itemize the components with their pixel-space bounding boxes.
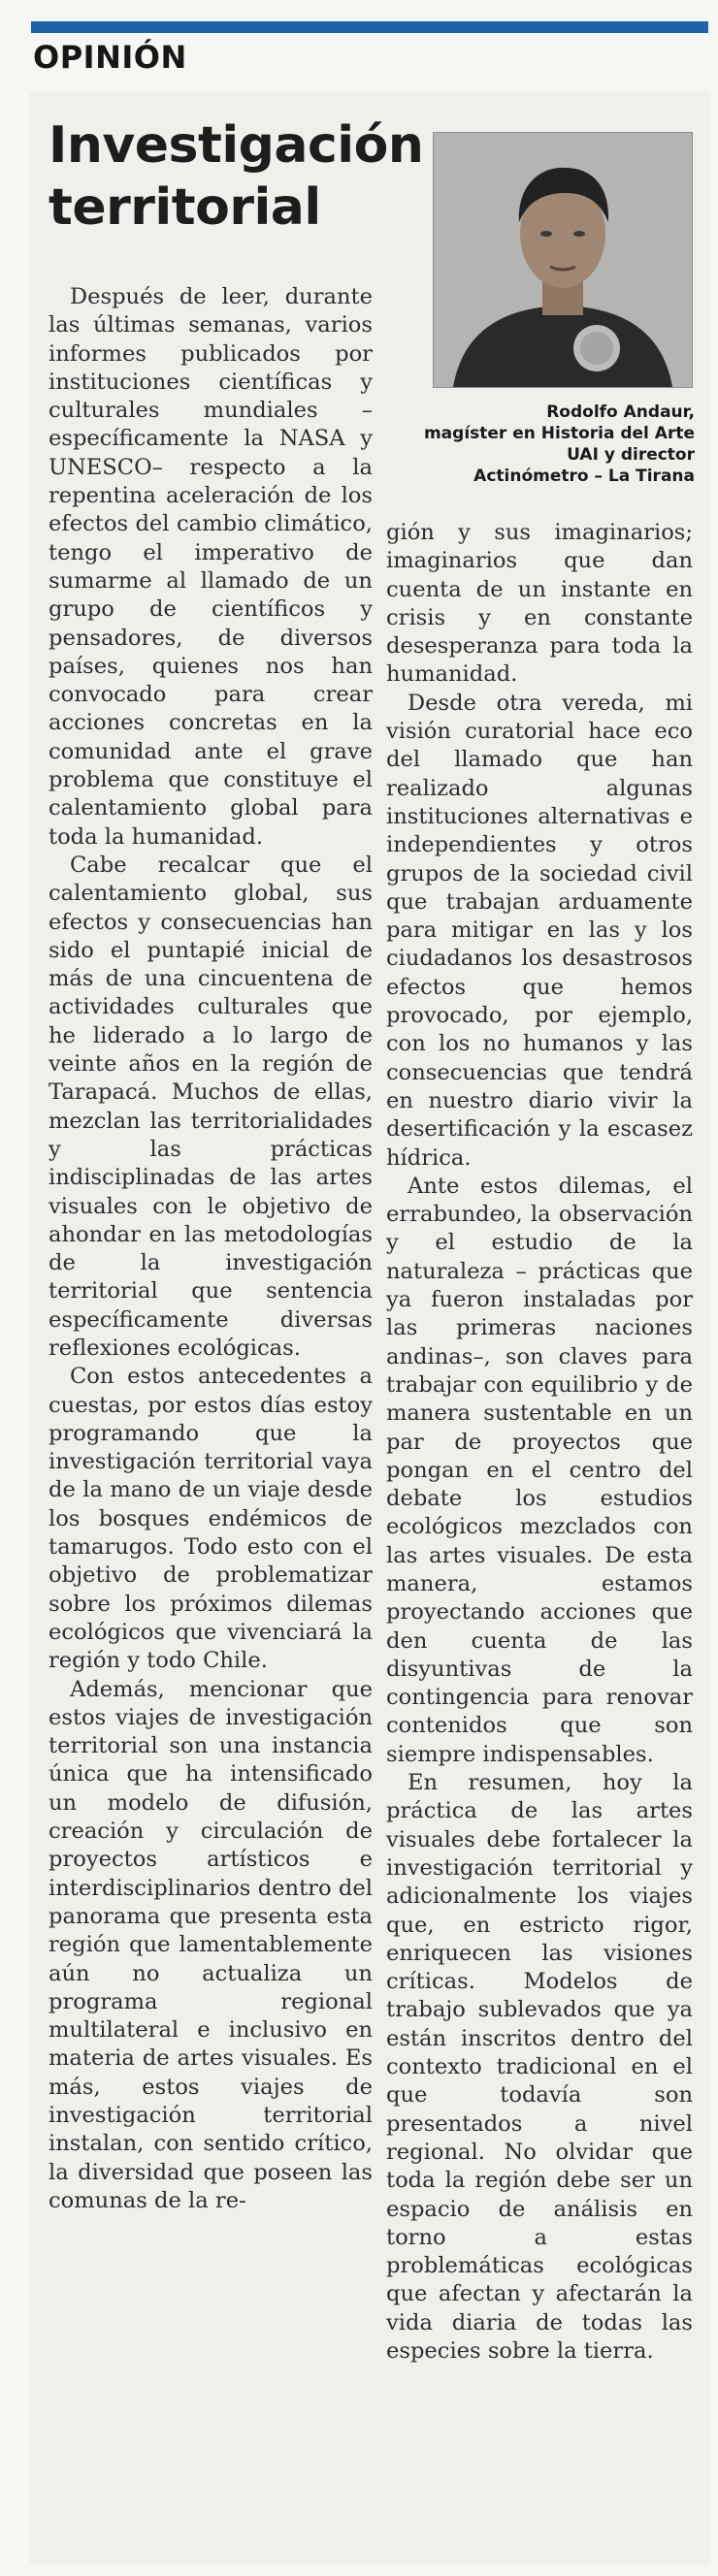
paragraph: Desde otra vereda, mi visión curatorial hace eco del llamado que han realizado algunas instituciones alternativas e independientes y otros grupos de la sociedad civil que trabajan arduamente para mitigar en las y los ciudadanos los desastrosos efectos que hemos provocado, por ejemplo, con los no humanos y las consecuencias que tendrá en nuestro diario vivir la desertificación y la escasez hídrica.	[386, 690, 693, 1171]
article-column-1	[49, 283, 373, 2215]
author-name: Rodolfo Andaur,	[546, 402, 695, 422]
section-color-bar	[31, 21, 708, 33]
article-title: Investigación territorial	[49, 116, 424, 237]
author-title-line: magíster en Historia del Arte	[423, 424, 695, 443]
article-column-2	[386, 519, 693, 2366]
paragraph-continued: gión y sus imaginarios; imaginarios que dan cuenta de un instante en crisis y en constante desesperanza para toda la humanidad.	[386, 520, 693, 688]
author-title-line: UAI y director	[567, 445, 695, 465]
author-title-line: Actinómetro – La Tirana	[473, 467, 695, 486]
paragraph: Con estos antecedentes a cuestas, por estos días estoy programando que la investigación territorial vaya de la mano de un viaje desde los bosques endémicos de tamarugos. Todo esto con el objetivo de problematizar sobre los próximos dilemas ecológicos que vivenciará la región y todo Chile.	[49, 1364, 373, 1674]
paragraph: Además, mencionar que estos viajes de investigación territorial son una instancia única que ha intensificado un modelo de difusión, creación y circulación de proyectos artísticos e interdisciplinarios dentro del panorama que presenta esta región que lamentablemente aún no actualiza un programa regional multilateral e inclusivo en materia de artes visuales. Es más, estos viajes de investigación territorial instalan, con sentido crítico, la diversidad que poseen las comunas de la re-	[49, 1676, 373, 2213]
paragraph: Cabe recalcar que el calentamiento global, sus efectos y consecuencias han sido el puntapié inicial de más de una cincuentena de actividades culturales que he liderado a lo largo de veinte años en la región de Tarapacá. Muchos de ellas, mezclan las territorialidades y las prácticas indisciplinadas de las artes visuales con le objetivo de ahondar en las metodologías de la investigación territorial que sentencia específicamente diversas reflexiones ecológicas.	[49, 852, 373, 1361]
paragraph: En resumen, hoy la práctica de las artes visuales debe fortalecer la investigación territorial y adicionalmente los viajes que, en estricto rigor, enriquecen las visiones críticas. Modelos de trabajo sublevados que ya están inscritos dentro del contexto tradicional en el que todavía son presentados a nivel regional. No olvidar que toda la región debe ser un espacio de análisis en torno a estas problemáticas ecológicas que afectan y afectarán la vida diaria de todas las especies sobre la tierra.	[386, 1770, 693, 2364]
author-photo	[433, 132, 693, 388]
paragraph: Después de leer, durante las últimas semanas, varios informes publicados por instituciones científicas y culturales mundiales –específicamente la NASA y UNESCO– respecto a la repentina aceleración de los efectos del cambio climático, tengo el imperativo de sumarme al llamado de un grupo de científicos y pensadores, de diversos países, quienes nos han convocado para crear acciones concretas en la comunidad ante el grave problema que constituye el calentamiento global para toda la humanidad.	[49, 284, 373, 850]
portrait-illustration	[434, 133, 692, 387]
section-label: OPINIÓN	[33, 39, 187, 76]
photo-caption	[408, 402, 695, 487]
paragraph: Ante estos dilemas, el errabundeo, la observación y el estudio de la naturaleza – prácticas que ya fueron instaladas por las primeras naciones andinas–, son claves para trabajar con equilibrio y de manera sustentable en un par de proyectos que pongan en el centro del debate los estudios ecológicos mezclados con las artes visuales. De esta manera, estamos proyectando acciones que den cuenta de las disyuntivas de la contingencia para renovar contenidos que son siempre indispensables.	[386, 1173, 693, 1767]
